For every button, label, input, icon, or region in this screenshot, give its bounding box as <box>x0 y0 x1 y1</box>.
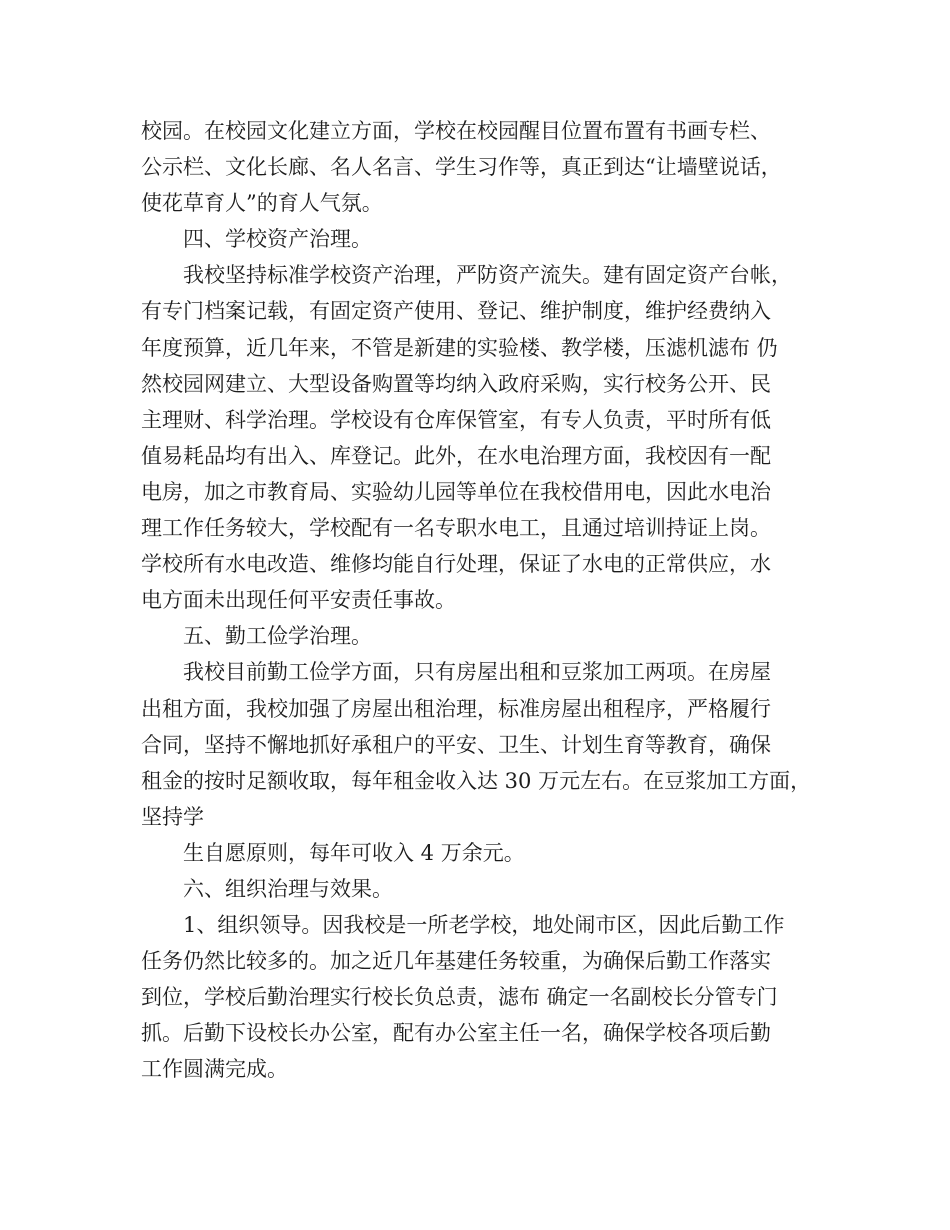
text-line: 任务仍然比较多的。加之近几年基建任务较重，为确保后勤工作落实 <box>141 949 771 974</box>
text-line: 抓。后勤下设校长办公室，配有办公室主任一名，确保学校各项后勤 <box>141 1021 771 1046</box>
text-line: 我校坚持标准学校资产治理，严防资产流失。建有固定资产台帐， <box>183 263 792 288</box>
text-line: 合同，坚持不懈地抓好承租户的平安、卫生、计划生育等教育，确保 <box>141 732 771 757</box>
text-line: 坚持学 <box>141 804 204 829</box>
text-line: 电方面未出现任何平安责任事故。 <box>141 588 456 613</box>
text-line: 我校目前勤工俭学方面，只有房屋出租和豆浆加工两项。在房屋 <box>183 660 771 685</box>
text-line: 有专门档案记载，有固定资产使用、登记、维护制度，维护经费纳入 <box>141 299 771 324</box>
text-line: 理工作任务较大，学校配有一名专职水电工，且通过培训持证上岗。 <box>141 516 771 541</box>
document-body <box>141 113 821 1088</box>
text-line: 工作圆满完成。 <box>141 1057 288 1082</box>
text-line: 租金的按时足额收取，每年租金收入达 30 万元左右。在豆浆加工方面， <box>141 768 812 793</box>
text-line: 六、组织治理与效果。 <box>183 876 393 901</box>
text-line: 主理财、科学治理。学校设有仓库保管室，有专人负责，平时所有低 <box>141 407 771 432</box>
text-line: 1、组织领导。因我校是一所老学校，地处闹市区，因此后勤工作 <box>183 913 785 938</box>
text-line: 到位，学校后勤治理实行校长负总责，滤布 确定一名副校长分管专门 <box>141 985 778 1010</box>
text-line: 生自愿原则，每年可收入 4 万余元。 <box>183 840 525 865</box>
text-line: 使花草育人”的育人气氛。 <box>141 191 383 216</box>
text-line: 值易耗品均有出入、库登记。此外，在水电治理方面，我校因有一配 <box>141 443 771 468</box>
text-line: 出租方面，我校加强了房屋出租治理，标准房屋出租程序，严格履行 <box>141 696 771 721</box>
text-line: 四、学校资产治理。 <box>183 227 372 252</box>
text-line: 电房，加之市教育局、实验幼儿园等单位在我校借用电，因此水电治 <box>141 479 771 504</box>
text-line: 然校园网建立、大型设备购置等均纳入政府采购，实行校务公开、民 <box>141 371 771 396</box>
text-line: 公示栏、文化长廊、名人名言、学生习作等，真正到达“让墙壁说话， <box>141 155 782 180</box>
text-line: 学校所有水电改造、维修均能自行处理，保证了水电的正常供应，水 <box>141 552 771 577</box>
text-line: 五、勤工俭学治理。 <box>183 624 372 649</box>
text-line: 年度预算，近几年来，不管是新建的实验楼、教学楼，压滤机滤布 仍 <box>141 335 778 360</box>
text-line: 校园。在校园文化建立方面，学校在校园醒目位置布置有书画专栏、 <box>141 119 771 143</box>
